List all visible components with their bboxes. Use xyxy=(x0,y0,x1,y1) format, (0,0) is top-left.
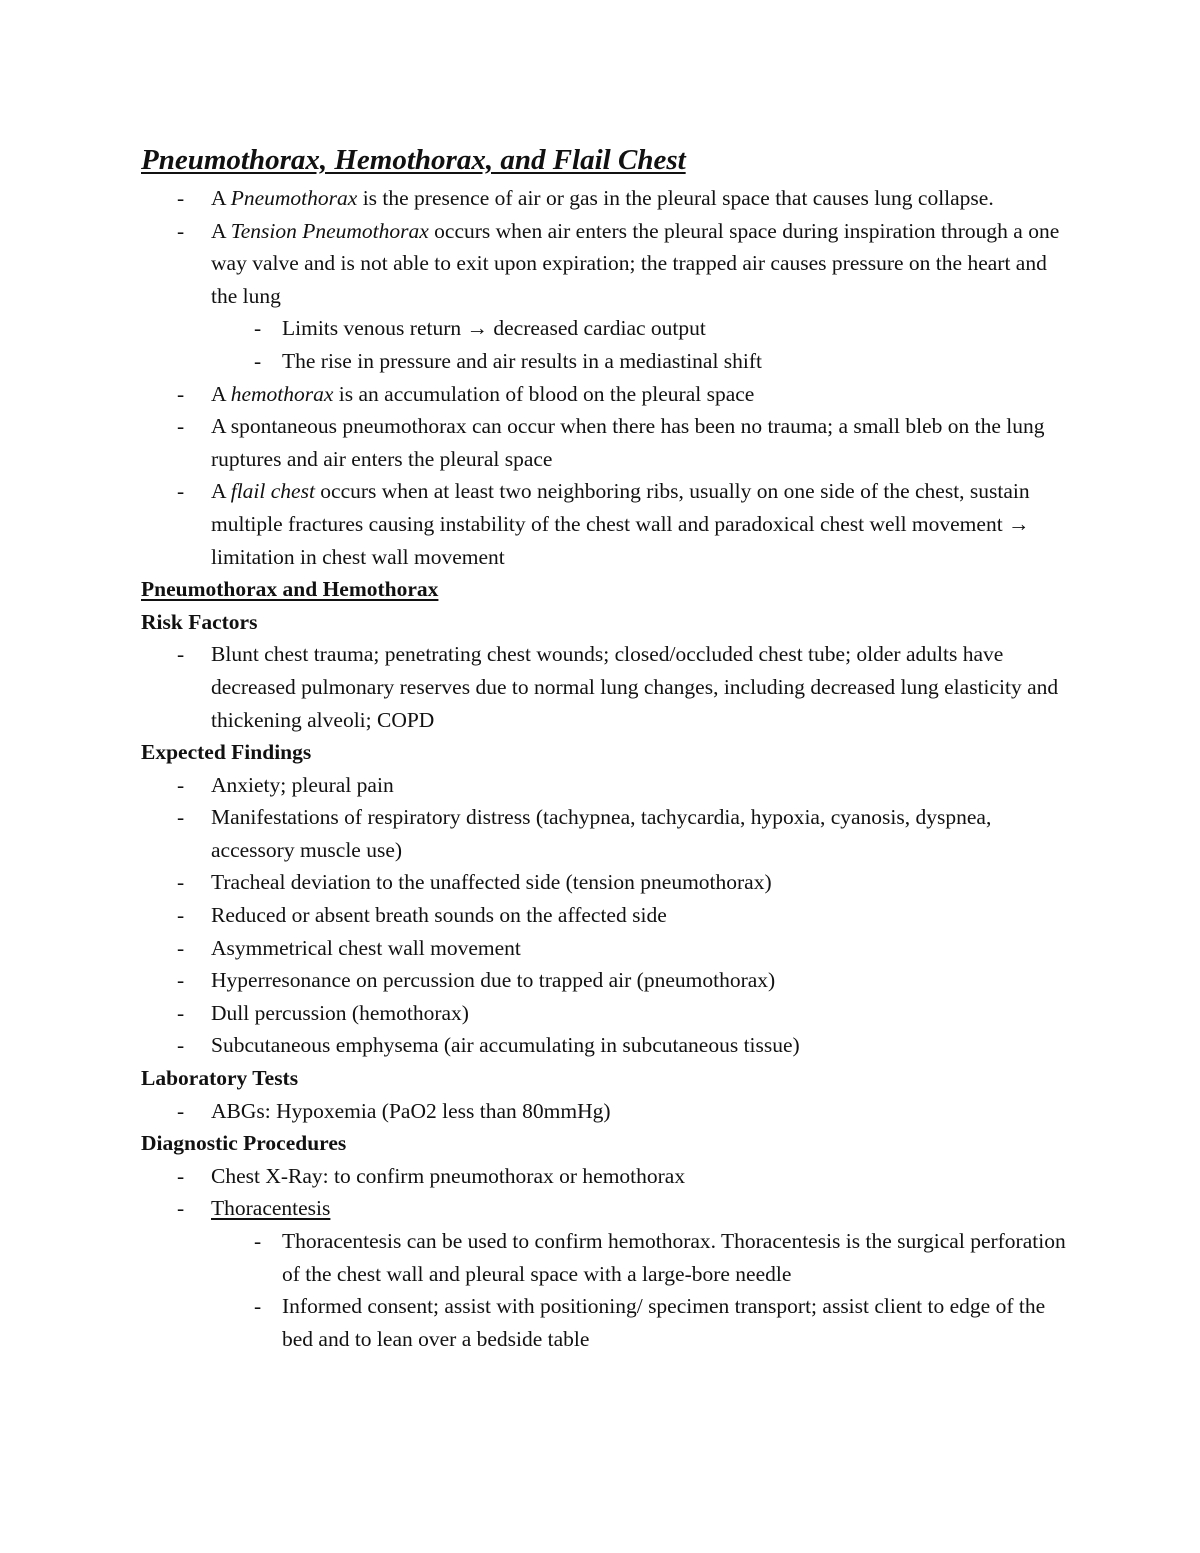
list-item-text xyxy=(211,773,394,797)
text-run: Blunt chest trauma; penetrating chest wounds; closed/occluded chest tube; older adults have decreased pulmonary reserves due to normal lung changes, including decreased lung elasticity and thickening alveoli; COPD xyxy=(211,642,1059,732)
text-run: The rise in pressure and air results in a mediastinal shift xyxy=(282,348,763,373)
text-run: Pneumothorax xyxy=(230,186,358,210)
list-item xyxy=(141,215,1071,313)
list-item xyxy=(141,997,1071,1030)
list-item xyxy=(141,378,1071,411)
text-run: Dull percussion (hemothorax) xyxy=(211,1000,469,1025)
list-item-text xyxy=(211,968,775,992)
bullet-dash: - xyxy=(177,1098,185,1123)
risk-factors-list xyxy=(141,638,1071,736)
list-item-text xyxy=(211,936,521,960)
bullet-dash: - xyxy=(177,870,185,895)
text-run: is the presence of air or gas in the pleural space that causes lung collapse. xyxy=(357,186,994,210)
text-run: A spontaneous pneumothorax can occur when there has been no trauma; a small bleb on the lung ruptures and air enters the pleural space xyxy=(211,414,1045,471)
list-item-text xyxy=(211,1033,800,1057)
list-item xyxy=(141,1290,1071,1355)
text-run: Subcutaneous emphysema (air accumulating in subcutaneous tissue) xyxy=(211,1033,800,1058)
bullet-dash: - xyxy=(254,1229,262,1253)
list-item xyxy=(141,638,1071,736)
list-item xyxy=(141,1225,1071,1290)
list-item-text xyxy=(211,1099,611,1123)
bullet-dash: - xyxy=(177,479,185,504)
text-run: ABGs: Hypoxemia (PaO2 less than 80mmHg) xyxy=(211,1098,611,1123)
text-run: Hyperresonance on percussion due to trapped air (pneumothorax) xyxy=(211,968,776,993)
list-item-text xyxy=(282,349,762,373)
risk-factors-heading: Risk Factors xyxy=(141,609,258,634)
list-item xyxy=(141,312,1071,345)
list-item xyxy=(141,1095,1071,1128)
bullet-dash: - xyxy=(254,348,262,373)
text-run: Chest X-Ray: to confirm pneumothorax or hemothorax xyxy=(211,1163,686,1188)
bullet-dash: - xyxy=(177,186,185,210)
list-item-text xyxy=(211,479,1030,568)
text-run: hemothorax xyxy=(230,381,334,406)
list-item xyxy=(141,899,1071,932)
text-run: Thoracentesis xyxy=(211,1196,331,1221)
text-run: Limits venous return → decreased cardiac output xyxy=(282,316,706,341)
list-item-text xyxy=(211,903,667,927)
text-run: A xyxy=(211,479,231,504)
bullet-dash: - xyxy=(177,1033,185,1058)
list-item xyxy=(141,410,1071,475)
diagnostic-procedures-list xyxy=(141,1160,1071,1356)
list-item xyxy=(141,801,1071,866)
list-item-text xyxy=(211,186,994,210)
bullet-dash: - xyxy=(177,772,185,797)
text-run: Thoracentesis can be used to confirm hemothorax. Thoracentesis is the surgical perforation of the chest wall and pleural space with a large-bore needle xyxy=(282,1229,1066,1286)
list-item-text xyxy=(211,642,1058,731)
bullet-dash: - xyxy=(177,218,185,243)
diagnostic-procedures-heading: Diagnostic Procedures xyxy=(141,1131,347,1156)
list-item xyxy=(141,475,1071,573)
list-item-text xyxy=(211,870,772,894)
bullet-dash: - xyxy=(177,805,185,830)
laboratory-tests-list xyxy=(141,1095,1071,1128)
subtitle: Pneumothorax and Hemothorax xyxy=(141,577,439,602)
text-run: A xyxy=(211,381,231,406)
list-item xyxy=(141,769,1071,802)
list-item-text xyxy=(211,1164,685,1188)
list-item xyxy=(141,964,1071,997)
bullet-dash: - xyxy=(177,935,185,960)
bullet-dash: - xyxy=(177,1000,185,1025)
bullet-dash: - xyxy=(177,1163,185,1188)
text-run: Anxiety; pleural pain xyxy=(211,772,394,797)
text-run: Informed consent; assist with positioning/ specimen transport; assist client to edge of the bed and to lean over a bedside table xyxy=(282,1294,1046,1351)
list-item xyxy=(141,1160,1071,1193)
page-title: Pneumothorax, Hemothorax, and Flail Chest xyxy=(141,144,686,176)
text-run: occurs when at least two neighboring ribs, usually on one side of the chest, sustain multiple fractures causing instability of the chest wall and paradoxical chest well movement → limitation in chest wall movement xyxy=(211,479,1030,569)
list-item xyxy=(141,345,1071,378)
text-run: A xyxy=(211,218,231,243)
laboratory-tests-heading: Laboratory Tests xyxy=(141,1066,299,1091)
bullet-dash: - xyxy=(177,968,185,993)
text-run: occurs when air enters the pleural space during inspiration through a one way valve and is not able to exit upon expiration; the trapped air causes pressure on the heart and the lung xyxy=(211,218,1060,308)
bullet-dash: - xyxy=(254,316,262,341)
text-run: Tension Pneumothorax xyxy=(230,218,429,243)
list-item xyxy=(141,1192,1071,1225)
text-run: flail chest xyxy=(230,479,315,504)
bullet-dash: - xyxy=(177,903,185,928)
text-run: Tracheal deviation to the unaffected side (tension pneumothorax) xyxy=(211,870,772,895)
text-run: Manifestations of respiratory distress (tachypnea, tachycardia, hypoxia, cyanosis, dyspnea, accessory muscle use) xyxy=(211,805,992,862)
list-item xyxy=(141,932,1071,965)
text-run: A xyxy=(211,186,231,210)
list-item-text xyxy=(211,1196,330,1220)
list-item-text xyxy=(211,382,754,406)
list-item xyxy=(141,182,1071,215)
list-item-text xyxy=(282,316,706,340)
bullet-dash: - xyxy=(177,1196,185,1221)
bullet-dash: - xyxy=(177,414,185,439)
list-item xyxy=(141,1029,1071,1062)
bullet-dash: - xyxy=(177,642,185,667)
text-run: Reduced or absent breath sounds on the affected side xyxy=(211,903,667,928)
list-item-text xyxy=(282,1294,1045,1351)
text-run: Asymmetrical chest wall movement xyxy=(211,935,521,960)
list-item-text xyxy=(211,1001,469,1025)
expected-findings-heading: Expected Findings xyxy=(141,740,312,765)
intro-list xyxy=(141,182,1071,573)
list-item-text xyxy=(211,805,991,862)
bullet-dash: - xyxy=(254,1294,262,1319)
expected-findings-list xyxy=(141,769,1071,1062)
list-item-text xyxy=(211,414,1044,471)
list-item xyxy=(141,866,1071,899)
text-run: is an accumulation of blood on the pleural space xyxy=(333,381,755,406)
list-item-text xyxy=(282,1229,1066,1286)
list-item-text xyxy=(211,219,1059,308)
document-content xyxy=(141,138,1071,1355)
bullet-dash: - xyxy=(177,381,185,406)
